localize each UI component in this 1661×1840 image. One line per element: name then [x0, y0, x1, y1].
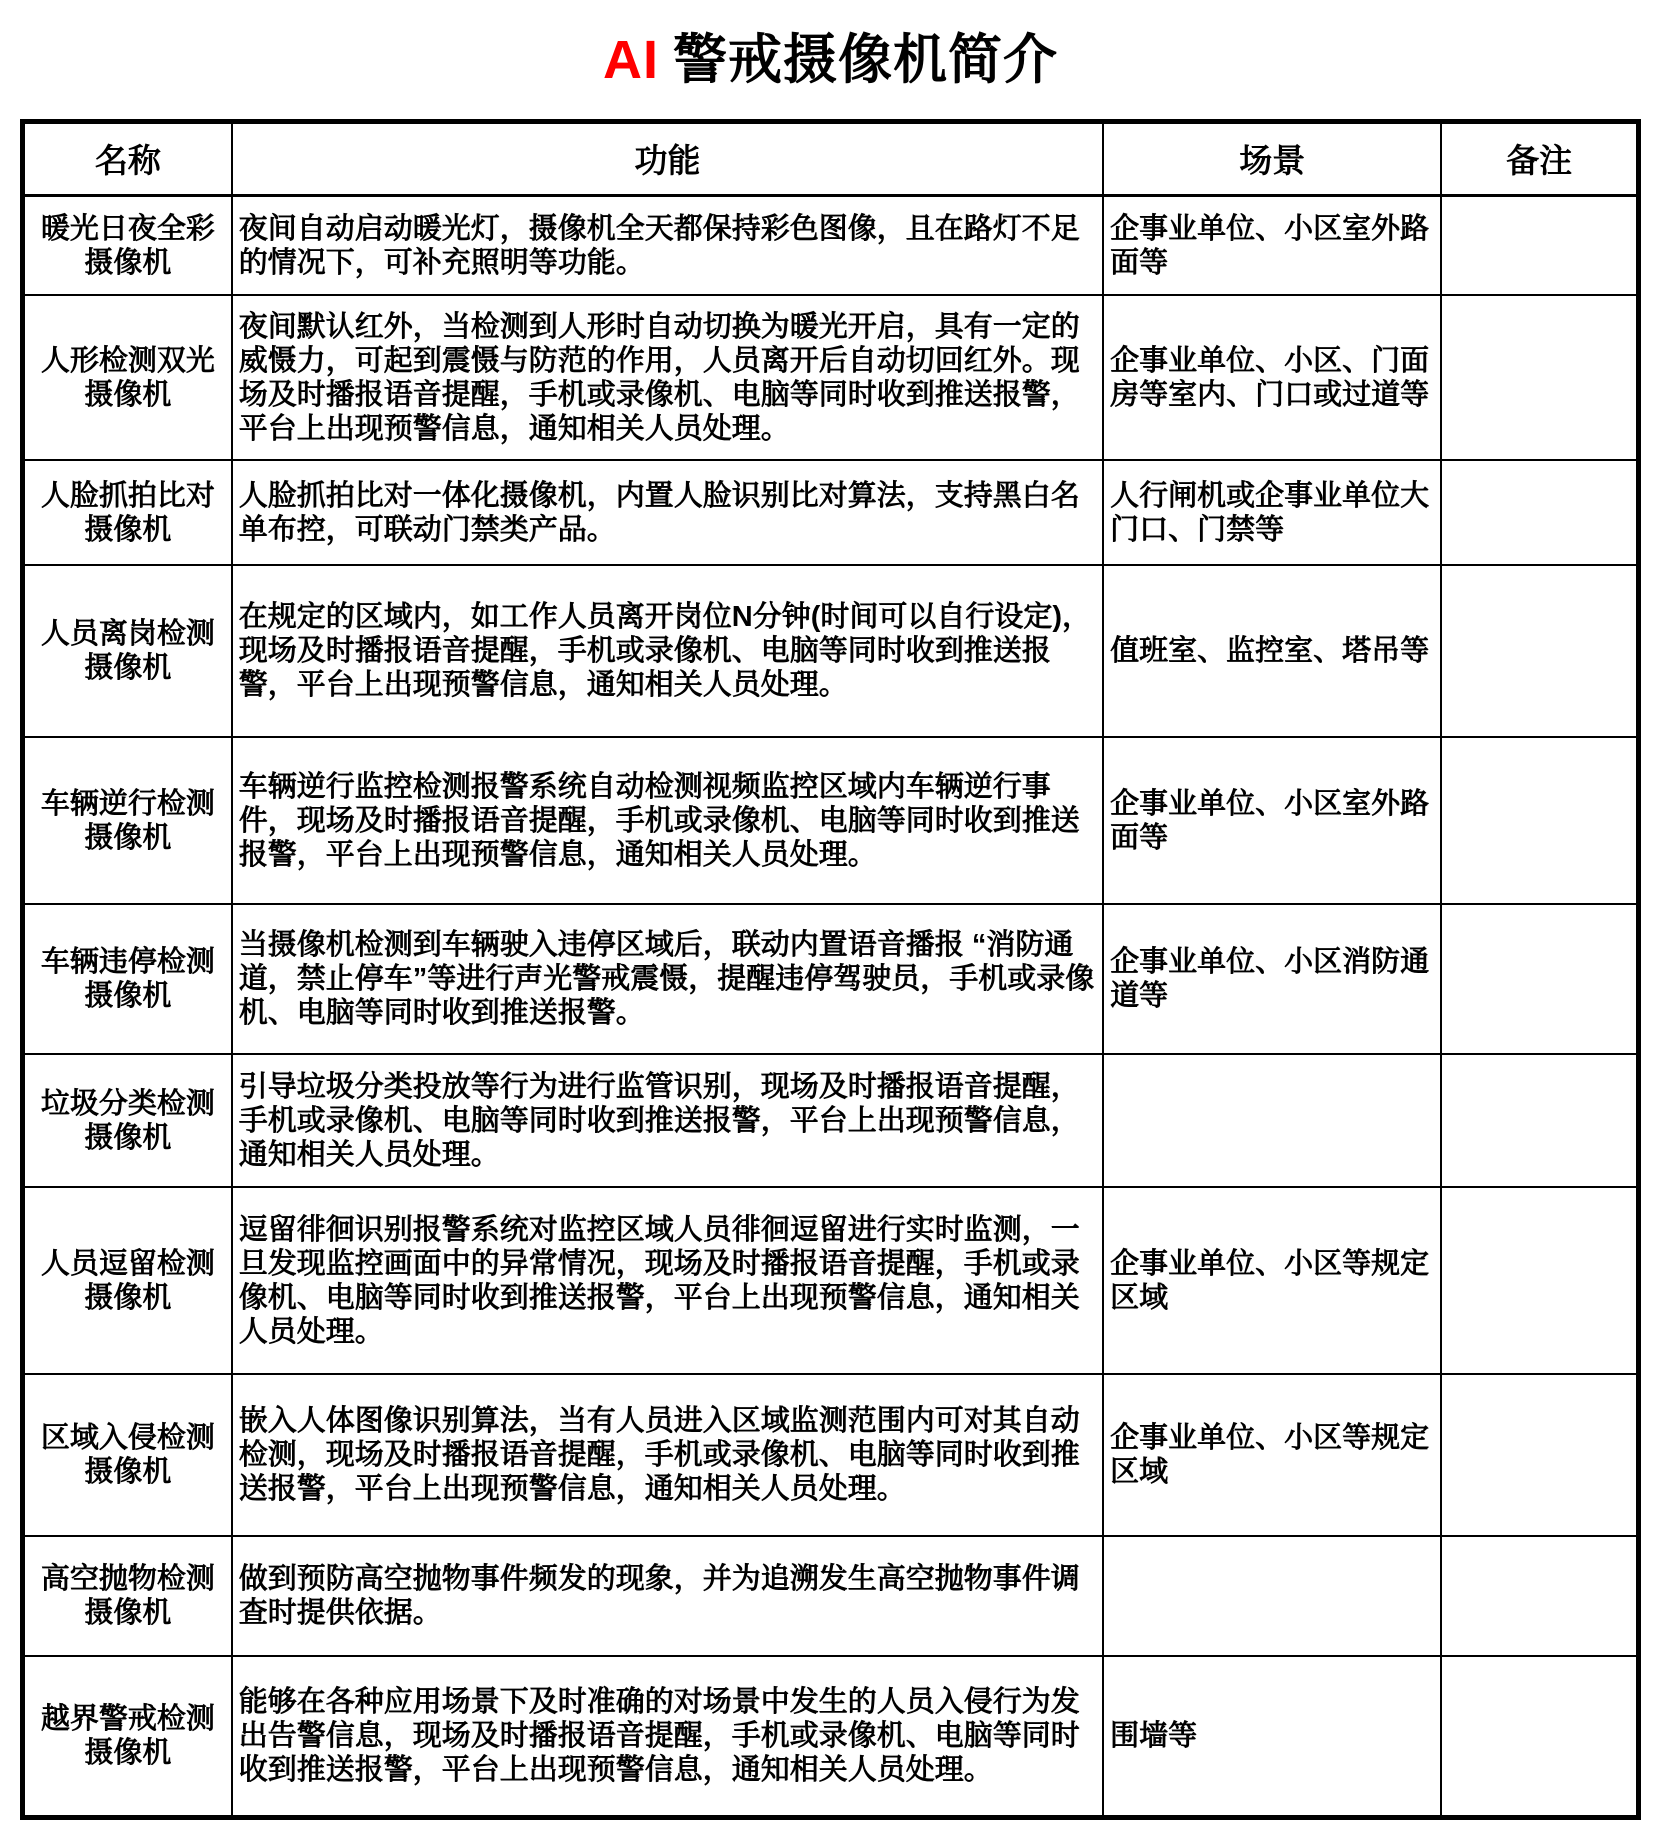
- camera-name-cell: 车辆逆行检测摄像机: [23, 737, 232, 904]
- camera-remark-cell: [1441, 1187, 1638, 1374]
- camera-remark-cell: [1441, 565, 1638, 737]
- header-scene: 场景: [1103, 121, 1441, 195]
- page-title: [20, 28, 1641, 93]
- camera-name-cell: 人形检测双光摄像机: [23, 295, 232, 460]
- camera-scene-cell: [1103, 1054, 1441, 1187]
- header-function: 功能: [232, 121, 1103, 195]
- header-row: [23, 121, 1639, 195]
- table-row: [23, 460, 1639, 565]
- camera-scene-cell: 企事业单位、小区消防通道等: [1103, 904, 1441, 1054]
- camera-remark-cell: [1441, 295, 1638, 460]
- camera-function-cell: 夜间自动启动暖光灯，摄像机全天都保持彩色图像，且在路灯不足的情况下，可补充照明等功能。: [232, 195, 1103, 295]
- camera-table: [20, 119, 1641, 1820]
- camera-function-cell: 逗留徘徊识别报警系统对监控区域人员徘徊逗留进行实时监测，一旦发现监控画面中的异常情况，现场及时播报语音提醒，手机或录像机、电脑等同时收到推送报警，平台上出现预警信息，通知相关人员处理。: [232, 1187, 1103, 1374]
- camera-remark-cell: [1441, 1536, 1638, 1656]
- camera-scene-cell: 企事业单位、小区室外路面等: [1103, 737, 1441, 904]
- camera-name-cell: 车辆违停检测摄像机: [23, 904, 232, 1054]
- camera-remark-cell: [1441, 460, 1638, 565]
- camera-remark-cell: [1441, 1656, 1638, 1817]
- table-row: [23, 1536, 1639, 1656]
- camera-function-cell: 人脸抓拍比对一体化摄像机，内置人脸识别比对算法，支持黑白名单布控，可联动门禁类产品。: [232, 460, 1103, 565]
- camera-name-cell: 高空抛物检测摄像机: [23, 1536, 232, 1656]
- camera-function-cell: 引导垃圾分类投放等行为进行监管识别，现场及时播报语音提醒，手机或录像机、电脑等同时收到推送报警，平台上出现预警信息，通知相关人员处理。: [232, 1054, 1103, 1187]
- title-text: 警戒摄像机简介: [673, 30, 1058, 90]
- table-row: [23, 1656, 1639, 1817]
- camera-scene-cell: 企事业单位、小区等规定区域: [1103, 1374, 1441, 1536]
- table-row: [23, 1187, 1639, 1374]
- camera-function-cell: 能够在各种应用场景下及时准确的对场景中发生的人员入侵行为发出告警信息，现场及时播报语音提醒，手机或录像机、电脑等同时收到推送报警，平台上出现预警信息，通知相关人员处理。: [232, 1656, 1103, 1817]
- title-accent: AI: [603, 30, 659, 90]
- camera-remark-cell: [1441, 737, 1638, 904]
- table-row: [23, 295, 1639, 460]
- camera-scene-cell: 人行闸机或企事业单位大门口、门禁等: [1103, 460, 1441, 565]
- table-row: [23, 1374, 1639, 1536]
- camera-remark-cell: [1441, 1054, 1638, 1187]
- camera-remark-cell: [1441, 195, 1638, 295]
- table-body: [23, 195, 1639, 1817]
- camera-remark-cell: [1441, 904, 1638, 1054]
- header-name: 名称: [23, 121, 232, 195]
- camera-function-cell: 做到预防高空抛物事件频发的现象，并为追溯发生高空抛物事件调查时提供依据。: [232, 1536, 1103, 1656]
- table-row: [23, 1054, 1639, 1187]
- camera-scene-cell: 企事业单位、小区室外路面等: [1103, 195, 1441, 295]
- camera-function-cell: 在规定的区域内，如工作人员离开岗位N分钟(时间可以自行设定)，现场及时播报语音提醒，手机或录像机、电脑等同时收到推送报警，平台上出现预警信息，通知相关人员处理。: [232, 565, 1103, 737]
- table-row: [23, 195, 1639, 295]
- camera-name-cell: 区域入侵检测摄像机: [23, 1374, 232, 1536]
- camera-scene-cell: 企事业单位、小区等规定区域: [1103, 1187, 1441, 1374]
- camera-name-cell: 越界警戒检测摄像机: [23, 1656, 232, 1817]
- camera-name-cell: 人员离岗检测摄像机: [23, 565, 232, 737]
- camera-scene-cell: 值班室、监控室、塔吊等: [1103, 565, 1441, 737]
- camera-function-cell: 夜间默认红外，当检测到人形时自动切换为暖光开启，具有一定的威慑力，可起到震慑与防范的作用，人员离开后自动切回红外。现场及时播报语音提醒，手机或录像机、电脑等同时收到推送报警，平台上出现预警信息，通知相关人员处理。: [232, 295, 1103, 460]
- table-row: [23, 904, 1639, 1054]
- camera-name-cell: 垃圾分类检测摄像机: [23, 1054, 232, 1187]
- camera-remark-cell: [1441, 1374, 1638, 1536]
- camera-name-cell: 暖光日夜全彩摄像机: [23, 195, 232, 295]
- camera-function-cell: 当摄像机检测到车辆驶入违停区域后，联动内置语音播报 “消防通道，禁止停车”等进行声光警戒震慑，提醒违停驾驶员，手机或录像机、电脑等同时收到推送报警。: [232, 904, 1103, 1054]
- camera-name-cell: 人脸抓拍比对摄像机: [23, 460, 232, 565]
- camera-scene-cell: [1103, 1536, 1441, 1656]
- camera-function-cell: 嵌入人体图像识别算法，当有人员进入区域监测范围内可对其自动检测，现场及时播报语音提醒，手机或录像机、电脑等同时收到推送报警，平台上出现预警信息，通知相关人员处理。: [232, 1374, 1103, 1536]
- camera-function-cell: 车辆逆行监控检测报警系统自动检测视频监控区域内车辆逆行事件，现场及时播报语音提醒，手机或录像机、电脑等同时收到推送报警，平台上出现预警信息，通知相关人员处理。: [232, 737, 1103, 904]
- table-row: [23, 737, 1639, 904]
- camera-name-cell: 人员逗留检测摄像机: [23, 1187, 232, 1374]
- camera-scene-cell: 企事业单位、小区、门面房等室内、门口或过道等: [1103, 295, 1441, 460]
- header-remark: 备注: [1441, 121, 1638, 195]
- camera-scene-cell: 围墙等: [1103, 1656, 1441, 1817]
- table-row: [23, 565, 1639, 737]
